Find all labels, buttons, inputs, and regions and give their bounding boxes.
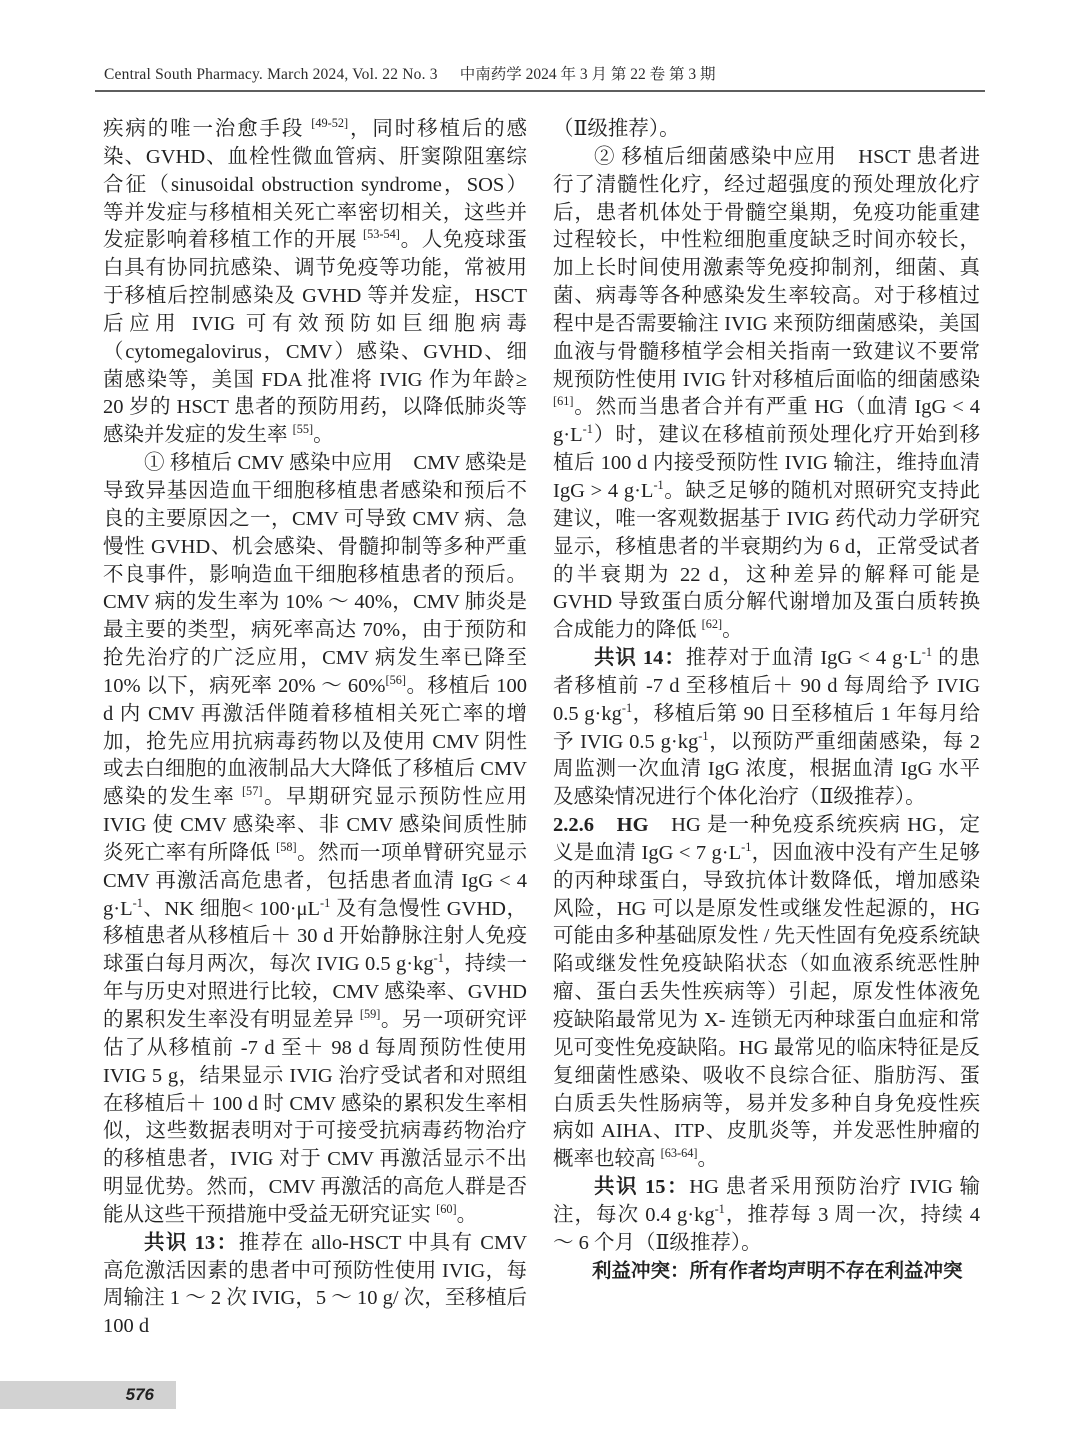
paragraph: ② 移植后细菌感染中应用 HSCT 患者进行了清髓性化疗，经过超强度的预处理放化疗后，患者机体处于骨髓空巢期，免疫功能重建过程较长，中性粒细胞重度缺乏时间亦较长，加上长时间使用激素等免疫抑制剂，细菌、真菌、病毒等各种感染发生率较高。对于移植过程中是否需要输注 IVIG 来预防细菌感染，美国血液与骨髓移植学会相关指南一致建议不要常规预防性使用 IVIG 针对移植后面临的细菌感染 [61]。然而当患者合并有严重 HG（血清 IgG < 4 $g\cdot L^{-1}$）时，建议在移植前预处理化疗开始到移植后 100 d 内接受预防性 IVIG 输注，维持血清 IgG > 4 $g\cdot L^{-1}$。缺乏足够的随机对照研究支持此建议，唯一客观数据基于 IVIG 药代动力学研究显示，移植患者的半衰期约为 6 d，正常受试者的半衰期为 22 d，这种差异的解释可能是 GVHD 导致蛋白质分解代谢增加及蛋白质转换合成能力的降低 [62]。 xyxy=(553,145,981,642)
superscript-ref: [55] xyxy=(292,422,314,437)
superscript-ref: [49-52] xyxy=(311,116,349,131)
superscript-ref: [62] xyxy=(701,617,723,632)
superscript-ref: -1 xyxy=(653,478,664,493)
bold-label: 2.2.6 HG xyxy=(553,814,649,837)
header-rule xyxy=(95,90,985,92)
superscript-ref: -1 xyxy=(582,422,593,437)
journal-title-english: Central South Pharmacy. March 2024, Vol. 22 No. 3 xyxy=(104,66,438,83)
bold-label: 共识 14： xyxy=(594,647,686,670)
page-number-bar xyxy=(0,1381,176,1409)
paragraph: 利益冲突：所有作者均声明不存在利益冲突 xyxy=(592,1259,963,1282)
bold-label: 共识 13： xyxy=(144,1231,239,1254)
text-column-left xyxy=(103,116,527,1341)
page-number: 576 xyxy=(125,1385,154,1404)
paragraph: 疾病的唯一治愈手段 [49-52]，同时移植后的感染、GVHD、血栓性微血管病、肝窦隙阻塞综合征（sinusoidal obstruction syndrome，SOS）等并发症与移植相关死亡率密切相关，这些并发症影响着移植工作的开展 [53-54]。人免疫球蛋白具有协同抗感染、调节免疫等功能，常被用于移植后控制感染及 GVHD 等并发症，HSCT 后应用 IVIG 可有效预防如巨细胞病毒（cytomegalovirus，CMV）感染、GVHD、细菌感染等，美国 FDA 批准将 IVIG 作为年龄≥ 20 岁的 HSCT 患者的预防用药，以降低肺炎等感染并发症的发生率 [55]。 xyxy=(103,116,528,447)
superscript-ref: -1 xyxy=(132,895,143,910)
paragraph: （Ⅱ级推荐）。 xyxy=(553,118,680,140)
superscript-ref: -1 xyxy=(433,951,444,966)
superscript-ref: [63-64] xyxy=(660,1146,698,1161)
superscript-ref: -1 xyxy=(621,700,633,715)
superscript-ref: [58] xyxy=(276,840,297,855)
superscript-ref: -1 xyxy=(714,1202,725,1217)
journal-title-chinese: 中南药学 2024 年 3 月 第 22 卷 第 3 期 xyxy=(459,66,716,83)
superscript-ref: [56] xyxy=(385,673,406,688)
text-column-right xyxy=(553,116,980,1285)
superscript-ref: [53-54] xyxy=(363,227,400,242)
paragraph: ① 移植后 CMV 感染中应用 CMV 感染是导致异基因造血干细胞移植患者感染和预后不良的主要原因之一，CMV 可导致 CMV 病、急慢性 GVHD、机会感染、骨髓抑制等多种严重不良事件，影响造血干细胞移植患者的预后。CMV 病的发生率为 10% ～ 40%，CMV 肺炎是最主要的类型，病死率高达 70%，由于预防和抢先治疗的广泛应用，CMV 病发生率已降至 10% 以下，病死率 20% ～ 60%[56]。移植后 100 d 内 CMV 再激活伴随着移植相关死亡率的增加，抢先应用抗病毒药物以及使用 CMV 阴性或去白细胞的血液制品大大降低了移植后 CMV 感染的发生率 [57]。早期研究显示预防性应用 IVIG 使 CMV 感染率、非 CMV 感染间质性肺炎死亡率有所降低 [58]。然而一项单臂研究显示 CMV 再激活高危患者，包括患者血清 IgG < 4 $g\cdot L^{-1}$、NK 细胞< $100\cdot\mu L^{-1}$ 及有急慢性 GVHD，移植患者从移植后＋ 30 d 开始静脉注射人免疫球蛋白每月两次，每次 IVIG 0.5 $g\cdot kg^{-1}$，持续一年与历史对照进行比较，CMV 感染率、GVHD 的累积发生率没有明显差异 [59]。另一项研究评估了从移植前 -7 d 至＋ 98 d 每周预防性使用 IVIG 5 g，结果显示 IVIG 治疗受试者和对照组在移植后＋ 100 d 时 CMV 感染的累积发生率相似，这些数据表明对于可接受抗病毒药物治疗的移植患者，IVIG 对于 CMV 再激活显示不出明显优势。然而，CMV 再激活的高危人群是否能从这些干预措施中受益无研究证实 [60]。 xyxy=(103,452,528,1226)
paragraph: 共识 13：推荐在 allo-HSCT 中具有 CMV 高危激活因素的患者中可预防性使用 IVIG，每周输注 1 ～ 2 次 IVIG，5 ～ 10 g/ 次，至移植后 100 d xyxy=(103,1231,528,1338)
bold-label: 共识 15： xyxy=(594,1176,690,1199)
superscript-ref: [59] xyxy=(359,1007,381,1022)
superscript-ref: -1 xyxy=(921,645,933,660)
paragraph: 共识 15：HG 患者采用预防治疗 IVIG 输注，每次 0.4 $g\cdot kg^{-1}$，推荐每 3 周一次，持续 4 ～ 6 个月（Ⅱ级推荐）。 xyxy=(553,1176,981,1254)
paragraph: 2.2.6 HG HG 是一种免疫系统疾病 HG，定义是血清 IgG < 7 $g\cdot L^{-1}$，因血液中没有产生足够的丙种球蛋白，导致抗体计数降低，增加感染风险，HG 可以是原发性或继发性起源的，HG 可能由多种基础原发性 / 先天性固有免疫系统缺陷或继发性免疫缺陷状态（如血液系统恶性肿瘤、蛋白丢失性疾病等）引起，原发性体液免疫缺陷最常见为 X- 连锁无丙种球蛋白血症和常见可变性免疫缺陷。HG 最常见的临床特征是反复细菌性感染、吸收不良综合征、脂肪泻、蛋白质丢失性肠病等，易并发多种自身免疫性疾病如 AIHA、ITP、皮肌炎等，并发恶性肿瘤的概率也较高 [63-64]。 xyxy=(553,814,981,1171)
journal-header xyxy=(104,62,984,84)
superscript-ref: -1 xyxy=(698,728,709,743)
superscript-ref: -1 xyxy=(320,895,331,910)
superscript-ref: [60] xyxy=(436,1202,457,1217)
superscript-ref: [57] xyxy=(241,784,263,799)
paragraph: 共识 14：推荐对于血清 IgG < 4 $g\cdot L^{-1}$ 的患者移植前 -7 d 至移植后＋ 90 d 每周给予 IVIG 0.5 $g\cdot kg^{-1}$，移植后第 90 日至移植后 1 年每月给予 IVIG 0.5 $g\cdot kg^{-1}$，以预防严重细菌感染，每 2 周监测一次血清 IgG 浓度，根据血清 IgG 水平及感染情况进行个体化治疗（Ⅱ级推荐）。 xyxy=(553,645,981,809)
superscript-ref: -1 xyxy=(741,840,752,855)
superscript-ref: [61] xyxy=(553,394,574,409)
